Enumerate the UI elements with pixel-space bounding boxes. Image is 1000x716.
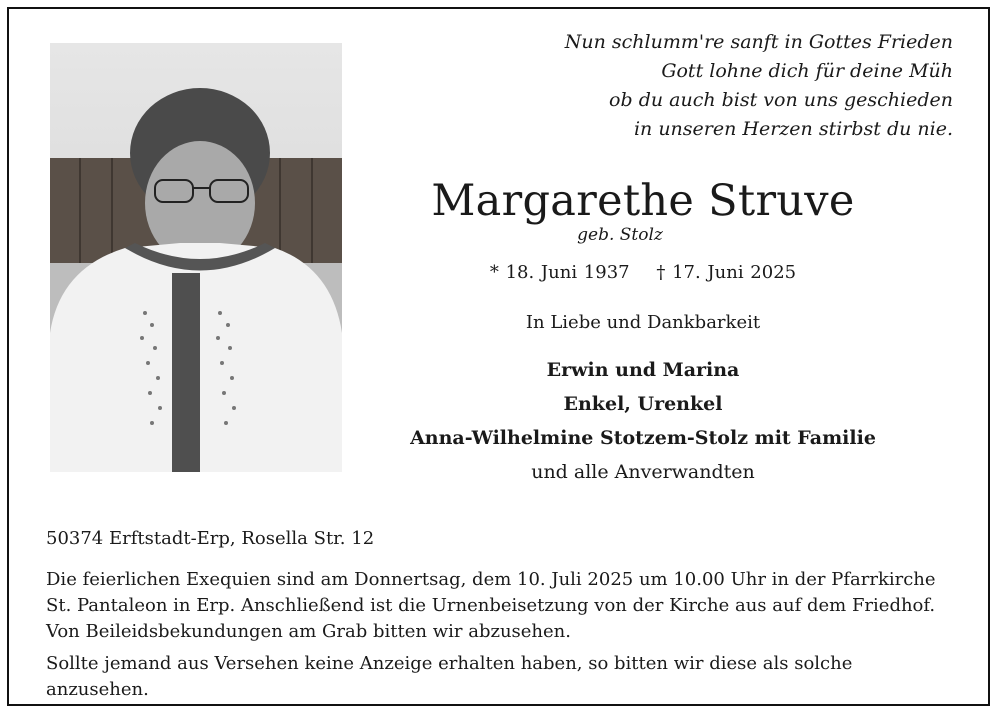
mourner-entry: Erwin und Marina (546, 359, 740, 381)
mourners-closing: und alle Anverwandten (531, 461, 755, 483)
poem (533, 28, 953, 144)
life-dates (363, 260, 923, 286)
poem-line: in unseren Herzen stirbst du nie. (633, 118, 953, 140)
birth-date: * 18. Juni 1937 (489, 262, 630, 283)
funeral-details (46, 567, 956, 703)
death-date: † 17. Juni 2025 (656, 262, 797, 283)
mourner-entry: Enkel, Urenkel (563, 393, 723, 415)
birth-name: geb. Stolz (577, 225, 663, 245)
funeral-line: Die feierlichen Exequien sind am Donnertsag, dem 10. Juli 2025 um 10.00 Uhr in der Pfarrkirche (46, 569, 936, 590)
poem-line: ob du auch bist von uns geschieden (609, 89, 953, 111)
mourners-list (343, 353, 943, 489)
mourner-entry: Anna-Wilhelmine Stotzem-Stolz mit Familie (410, 427, 876, 449)
funeral-line: St. Pantaleon in Erp. Anschließend ist die Urnenbeisetzung von der Kirche aus auf dem Friedhof. (46, 595, 936, 616)
portrait-photo (50, 43, 342, 472)
portrait-image (50, 43, 342, 472)
poem-line: Gott lohne dich für deine Müh (661, 60, 953, 82)
gratitude-line: In Liebe und Dankbarkeit (525, 312, 761, 333)
address: 50374 Erftstadt-Erp, Rosella Str. 12 (46, 528, 375, 549)
deceased-name: Margarethe Struve (431, 176, 855, 226)
notice-line: Sollte jemand aus Versehen keine Anzeige erhalten haben, so bitten wir diese als solche anzusehen. (46, 653, 853, 700)
poem-line: Nun schlumm're sanft in Gottes Frieden (564, 31, 953, 53)
funeral-line: Von Beileidsbekundungen am Grab bitten wir abzusehen. (46, 621, 571, 642)
